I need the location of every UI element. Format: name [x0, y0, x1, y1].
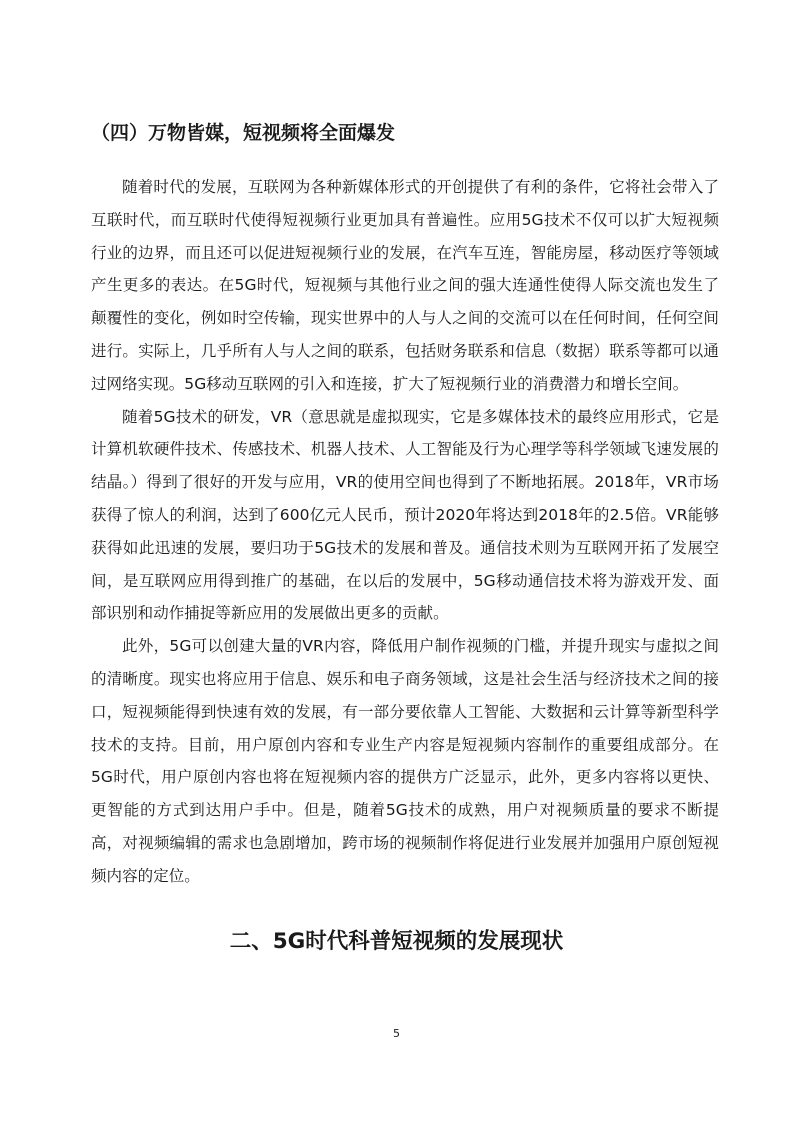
paragraph-1: 随着时代的发展，互联网为各种新媒体形式的开创提供了有利的条件，它将社会带入了互联时代，而互联时代使得短视频行业更加具有普遍性。应用5G技术不仅可以扩大短视频行业的边界，而且还可以促进短视频行业的发展，在汽车互连，智能房屋，移动医疗等领域产生更多的表达。在5G时代，短视频与其他行业之间的强大连通性使得人际交流也发生了颠覆性的变化，例如时空传输，现实世界中的人与人之间的交流可以在任何时间，任何空间进行。实际上，几乎所有人与人之间的联系，包括财务联系和信息（数据）联系等都可以通过网络实现。5G移动互联网的引入和连接，扩大了短视频行业的消费潜力和增长空间。	[91, 178, 719, 393]
paragraph-3: 此外，5G可以创建大量的VR内容，降低用户制作视频的门槛，并提升现实与虚拟之间的清晰度。现实也将应用于信息、娱乐和电子商务领域，这是社会生活与经济技术之间的接口，短视频能得到快速有效的发展，有一部分要依靠人工智能、大数据和云计算等新型科学技术的支持。目前，用户原创内容和专业生产内容是短视频内容制作的重要组成部分。在5G时代，用户原创内容也将在短视频内容的提供方广泛显示，此外，更多内容将以更快、更智能的方式到达用户手中。但是，随着5G技术的成熟，用户对视频质量的要求不断提高，对视频编辑的需求也急剧增加，跨市场的视频制作将促进行业发展并加强用户原创短视频内容的定位。	[91, 637, 719, 885]
page-number: 5	[393, 1027, 400, 1040]
body-text	[91, 171, 719, 893]
subsection-heading: （四）万物皆媒，短视频将全面爆发	[91, 122, 396, 144]
section-heading: 二、5G时代科普短视频的发展现状	[229, 929, 564, 954]
paragraph-2: 随着5G技术的研发，VR（意思就是虚拟现实，它是多媒体技术的最终应用形式，它是计算机软硬件技术、传感技术、机器人技术、人工智能及行为心理学等科学领域飞速发展的结晶。）得到了很好的开发与应用，VR的使用空间也得到了不断地拓展。2018年，VR市场获得了惊人的利润，达到了600亿元人民币，预计2020年将达到2018年的2.5倍。VR能够获得如此迅速的发展，要归功于5G技术的发展和普及。通信技术则为互联网开拓了发展空间，是互联网应用得到推广的基础，在以后的发展中，5G移动通信技术将为游戏开发、面部识别和动作捕捉等新应用的发展做出更多的贡献。	[91, 407, 719, 623]
